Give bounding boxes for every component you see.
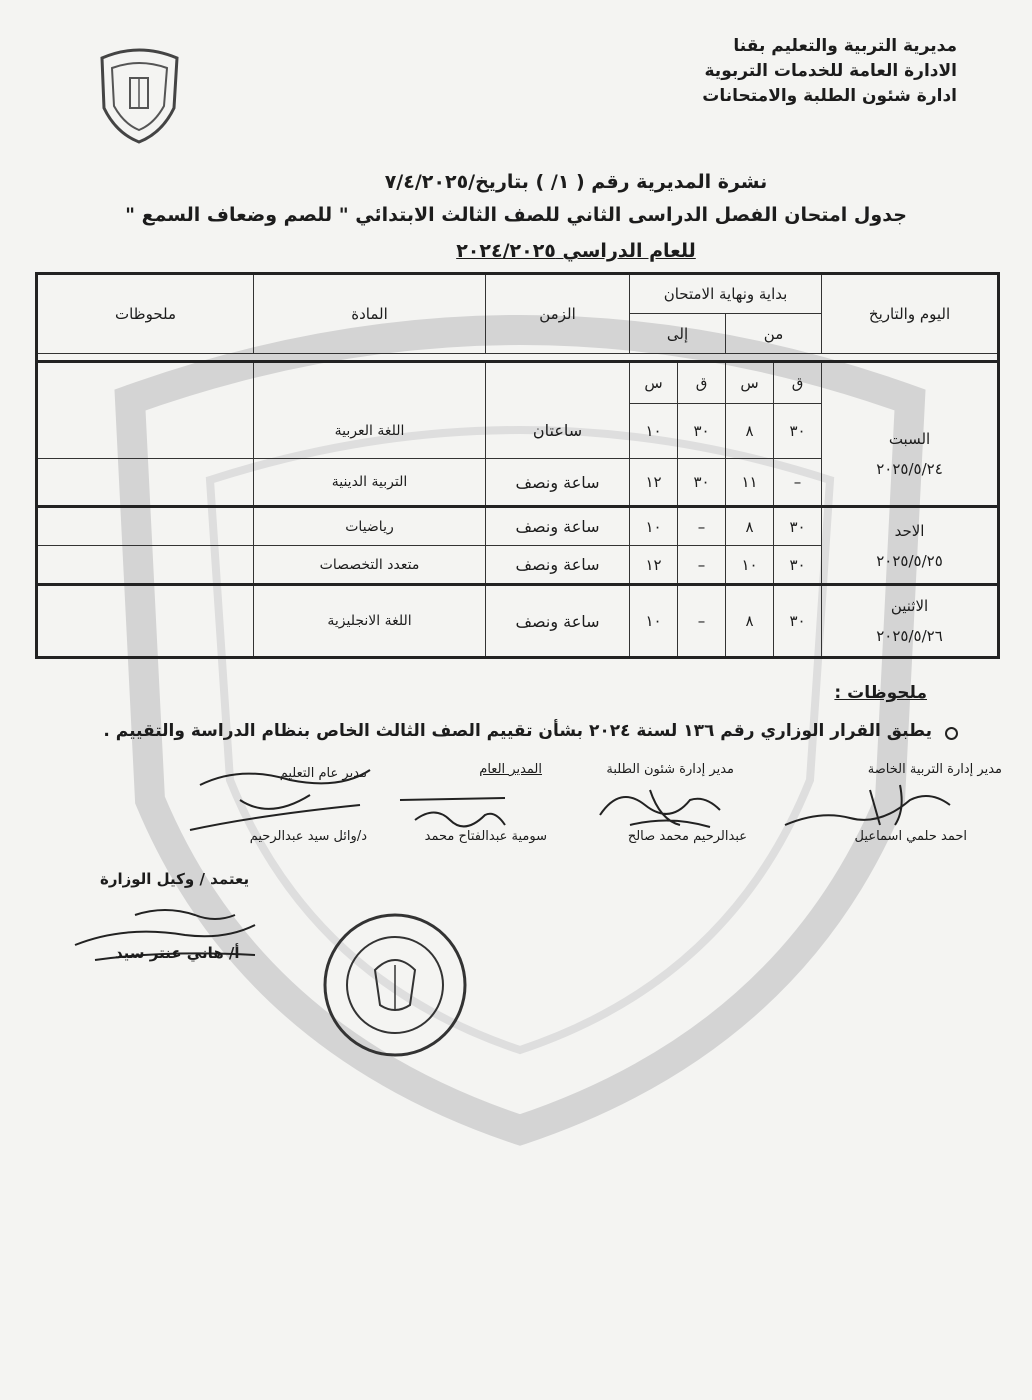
unit-minute: ق (678, 362, 726, 404)
handwritten-signature-icon (180, 760, 380, 835)
from-minute: ٣٠ (774, 546, 822, 585)
signature-title-student-affairs: مدير إدارة شئون الطلبة (606, 762, 734, 777)
header-start-end: بداية ونهاية الامتحان (630, 274, 822, 314)
header-day-date: اليوم والتاريخ (822, 274, 999, 354)
bullet-icon (945, 727, 958, 740)
day-date: ٢٠٢٥/٥/٢٥ (876, 551, 943, 570)
handwritten-signature-icon (780, 780, 960, 835)
day-name: الاثنين (890, 597, 929, 615)
from-hour: ٨ (726, 404, 774, 459)
signature-name-education-director: د/وائل سيد عبدالرحيم (249, 829, 367, 844)
from-hour: ٨ (726, 585, 774, 658)
from-hour: ١٠ (726, 546, 774, 585)
approval-name: أ/ هاني عنتر سيد (115, 944, 240, 962)
day-cell-sunday (822, 507, 999, 585)
header-duration: الزمن (486, 274, 630, 354)
duration: ساعة ونصف (486, 546, 630, 585)
to-minute: – (678, 585, 726, 658)
duration: ساعة ونصف (486, 585, 630, 658)
day-cell-monday (822, 585, 999, 658)
duration: ساعة ونصف (486, 459, 630, 507)
to-hour: ١٠ (630, 585, 678, 658)
header-general-admin: الادارة العامة للخدمات التربوية (704, 61, 957, 81)
academic-year-title: للعام الدراسي ٢٠٢٤/٢٠٢٥ (456, 240, 696, 262)
header-notes: ملحوظات (37, 274, 254, 354)
table-row (37, 585, 999, 658)
subject: التربية الدينية (254, 459, 486, 507)
day-name: السبت (888, 430, 931, 448)
unit-minute: ق (774, 362, 822, 404)
day-cell-saturday (822, 362, 999, 507)
from-hour: ٨ (726, 507, 774, 546)
from-minute: ٣٠ (774, 585, 822, 658)
unit-hour: س (630, 362, 678, 404)
from-minute: ٣٠ (774, 404, 822, 459)
unit-hour: س (726, 362, 774, 404)
to-hour: ١٢ (630, 546, 678, 585)
handwritten-signature-icon (395, 790, 515, 835)
header-student-affairs: ادارة شئون الطلبة والامتحانات (702, 86, 957, 106)
handwritten-signature-icon (590, 775, 730, 835)
header-subject: المادة (254, 274, 486, 354)
day-date: ٢٠٢٥/٥/٢٦ (876, 627, 943, 645)
subject: اللغة الانجليزية (254, 585, 486, 658)
signature-title-special-education: مدير إدارة التربية الخاصة (867, 762, 1002, 777)
signature-title-general-manager: المدير العام (479, 762, 542, 777)
header-to: إلى (630, 314, 726, 354)
to-minute: – (678, 507, 726, 546)
subject: رياضيات (254, 507, 486, 546)
subject: اللغة العربية (254, 404, 486, 459)
official-seal-icon (320, 910, 470, 1060)
signature-title-education-director: مدير عام التعليم (279, 766, 367, 781)
directorate-logo-icon (92, 38, 187, 146)
from-hour: ١١ (726, 459, 774, 507)
to-minute: ٣٠ (678, 404, 726, 459)
to-hour: ١٠ (630, 404, 678, 459)
duration: ساعة ونصف (486, 507, 630, 546)
signature-name-special-education: احمد حلمي اسماعيل (854, 829, 967, 844)
signature-name-general-manager: سومية عبدالفتاح محمد (424, 829, 547, 844)
from-minute: – (774, 459, 822, 507)
to-minute: ٣٠ (678, 459, 726, 507)
signature-name-student-affairs: عبدالرحيم محمد صالح (627, 829, 747, 844)
subject: متعدد التخصصات (254, 546, 486, 585)
from-minute: ٣٠ (774, 507, 822, 546)
header-directorate: مديرية التربية والتعليم بقنا (733, 36, 957, 56)
day-name: الاحد (894, 521, 925, 540)
approval-title: يعتمد / وكيل الوزارة (100, 870, 250, 888)
day-date: ٢٠٢٥/٥/٢٤ (876, 460, 943, 478)
ministerial-decree-note: يطبق القرار الوزاري رقم ١٣٦ لسنة ٢٠٢٤ بشأن تقييم الصف الثالث الخاص بنظام الدراسة والتقييم . (103, 721, 932, 741)
notes-title: ملحوظات : (834, 683, 927, 703)
exam-schedule-title: جدول امتحان الفصل الدراسى الثاني للصف الثالث الابتدائي " للصم وضعاف السمع " (125, 204, 907, 226)
duration: ساعتان (486, 404, 630, 459)
to-minute: – (678, 546, 726, 585)
table-row (37, 507, 999, 546)
bulletin-title: نشرة المديرية رقم ( ١/ ) بتاريخ/٧/٤/٢٠٢٥ (384, 171, 768, 193)
exam-schedule-table (35, 272, 1000, 659)
to-hour: ١٢ (630, 459, 678, 507)
header-from: من (726, 314, 822, 354)
to-hour: ١٠ (630, 507, 678, 546)
